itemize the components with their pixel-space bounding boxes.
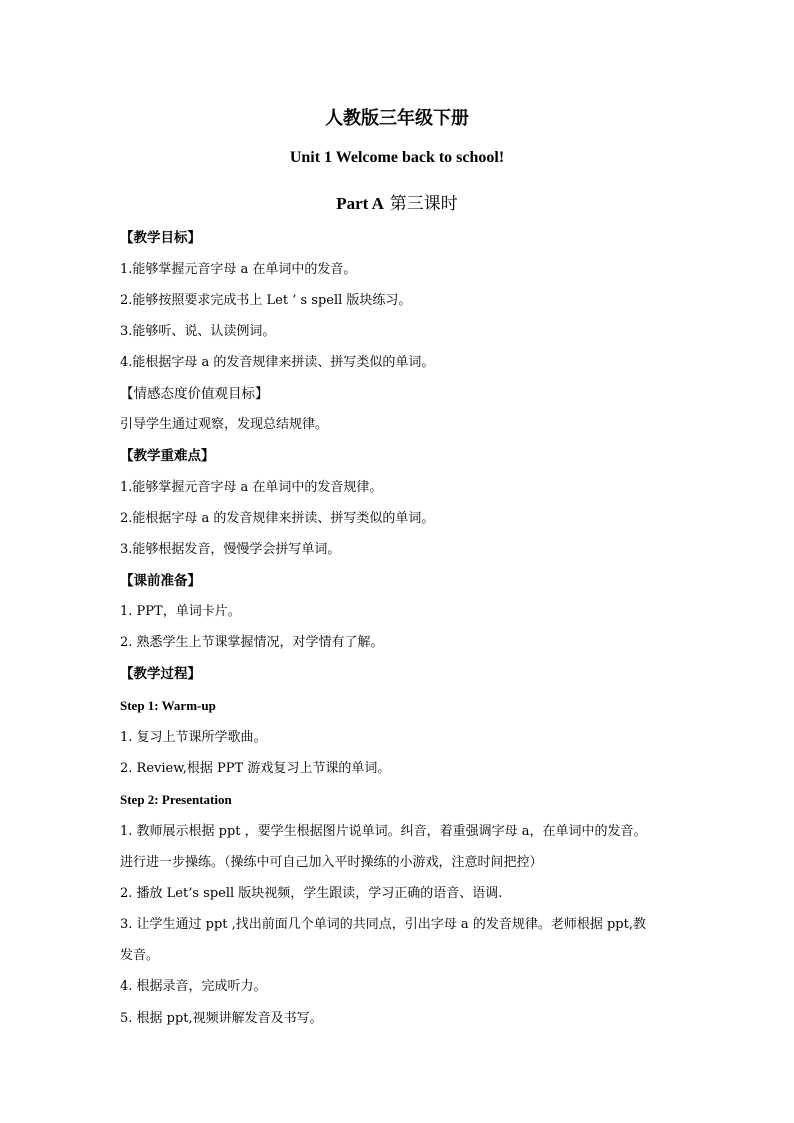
key-item: 2.能根据字母 a 的发音规律来拼读、拼写类似的单词。 — [120, 511, 435, 526]
step-2-heading: Step 2: Presentation — [120, 792, 232, 807]
section-heading-prep: 【课前准备】 — [120, 573, 201, 589]
step-2-item: 3. 让学生通过 ppt ,找出前面几个单词的共同点，引出字母 a 的发音规律。老师根据 ppt,教 — [120, 917, 646, 932]
section-heading-process: 【教学过程】 — [120, 666, 201, 682]
key-item: 1.能够掌握元音字母 a 在单词中的发音规律。 — [120, 480, 383, 495]
step-2-item-continued: 进行进一步操练。（操练中可自己加入平时操练的小游戏，注意时间把控） — [120, 855, 543, 870]
section-heading-key: 【教学重难点】 — [120, 448, 215, 464]
part-title-cn: 第三课时 — [389, 194, 458, 214]
step-1-item: 2. Review,根据 PPT 游戏复习上节课的单词。 — [120, 761, 391, 776]
document-title: 人教版三年级下册 — [325, 108, 469, 129]
goal-item: 3.能够听、说、认读例词。 — [120, 324, 276, 339]
step-1-heading: Step 1: Warm-up — [120, 698, 216, 713]
prep-item: 1. PPT，单词卡片。 — [120, 604, 241, 619]
goal-item: 1.能够掌握元音字母 a 在单词中的发音。 — [120, 262, 357, 277]
goal-item: 4.能根据字母 a 的发音规律来拼读、拼写类似的单词。 — [120, 355, 435, 370]
section-heading-goals: 【教学目标】 — [120, 230, 201, 246]
step-2-item: 2. 播放 Let’s spell 版块视频，学生跟读，学习正确的语音、语调. — [120, 886, 503, 901]
emotion-text: 引导学生通过观察，发现总结规律。 — [120, 417, 329, 432]
step-2-item: 4. 根据录音，完成听力。 — [120, 979, 267, 994]
step-2-item: 1. 教师展示根据 ppt ，要学生根据图片说单词。纠音，着重强调字母 a，在单词中的发音。 — [120, 824, 647, 839]
goal-item: 2.能够按照要求完成书上 Let ’ s spell 版块练习。 — [120, 293, 412, 308]
key-item: 3.能够根据发音，慢慢学会拼写单词。 — [120, 542, 341, 557]
step-2-item: 5. 根据 ppt,视频讲解发音及书写。 — [120, 1011, 323, 1026]
step-2-item-continued: 发音。 — [120, 948, 160, 963]
unit-title: Unit 1 Welcome back to school! — [289, 149, 505, 166]
step-1-item: 1. 复习上节课所学歌曲。 — [120, 730, 267, 745]
section-heading-emotion: 【情感态度价值观目标】 — [120, 386, 269, 402]
prep-item: 2. 熟悉学生上节课掌握情况，对学情有了解。 — [120, 635, 384, 650]
part-title — [0, 189, 794, 214]
part-title-en: Part A — [336, 194, 384, 213]
